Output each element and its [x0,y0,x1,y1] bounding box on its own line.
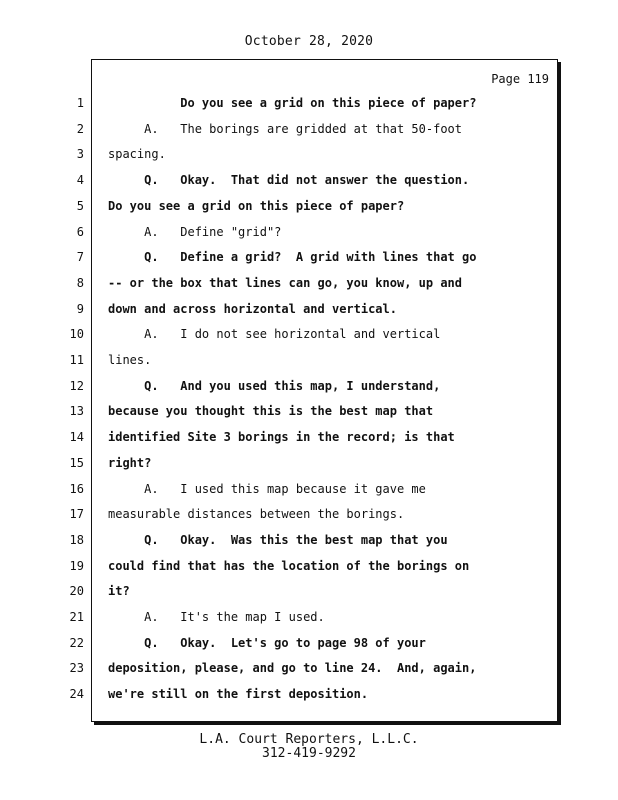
line-number: 15 [69,456,84,470]
line-number: 18 [69,533,84,547]
line-number: 13 [69,404,84,418]
line-number: 12 [69,379,84,393]
line-number: 24 [69,687,84,701]
transcript-line: -- or the box that lines can go, you know, up and [108,276,463,290]
transcript-line: spacing. [108,147,166,161]
transcript-line: identified Site 3 borings in the record; is that [108,430,455,444]
transcript-line: measurable distances between the borings. [108,507,405,521]
transcript-date: October 28, 2020 [244,34,374,49]
transcript-line: right? [108,456,152,470]
line-number: 21 [69,610,84,624]
line-number: 14 [69,430,84,444]
transcript-line: could find that has the location of the borings on [108,559,470,573]
transcript-line: deposition, please, and go to line 24. And, again, [108,661,477,675]
line-number: 17 [69,507,84,521]
line-number: 19 [69,559,84,573]
transcript-line: A. I do not see horizontal and vertical [108,327,441,341]
line-number: 7 [76,250,84,264]
page-number: Page 119 [491,72,549,86]
line-number: 8 [76,276,84,290]
line-number: 2 [76,122,84,136]
transcript-line: because you thought this is the best map that [108,404,434,418]
line-number: 4 [76,173,84,187]
transcript-line: A. I used this map because it gave me [108,482,426,496]
transcript-line: Q. Okay. That did not answer the question. [108,173,470,187]
line-number: 5 [76,199,84,213]
line-number: 1 [76,96,84,110]
line-number: 23 [69,661,84,675]
footer-company: L.A. Court Reporters, L.L.C. [199,732,419,747]
transcript-line: Q. Okay. Let's go to page 98 of your [108,636,426,650]
transcript-line: Do you see a grid on this piece of paper? [108,199,405,213]
transcript-line: A. Define "grid"? [108,225,282,239]
transcript-line: down and across horizontal and vertical. [108,302,397,316]
transcript-line: A. The borings are gridded at that 50-foot [108,122,463,136]
line-number: 11 [69,353,84,367]
line-number: 9 [76,302,84,316]
line-number: 20 [69,584,84,598]
transcript-line: Do you see a grid on this piece of paper? [108,96,477,110]
footer-phone: 312-419-9292 [262,746,356,761]
line-number: 16 [69,482,84,496]
transcript-line: we're still on the first deposition. [108,687,369,701]
line-number: 3 [76,147,84,161]
line-number: 6 [76,225,84,239]
line-number: 10 [69,327,84,341]
transcript-line: A. It's the map I used. [108,610,325,624]
transcript-line: it? [108,584,130,598]
line-number: 22 [69,636,84,650]
transcript-line: Q. Define a grid? A grid with lines that go [108,250,477,264]
transcript-line: lines. [108,353,152,367]
transcript-line: Q. And you used this map, I understand, [108,379,441,393]
transcript-line: Q. Okay. Was this the best map that you [108,533,448,547]
